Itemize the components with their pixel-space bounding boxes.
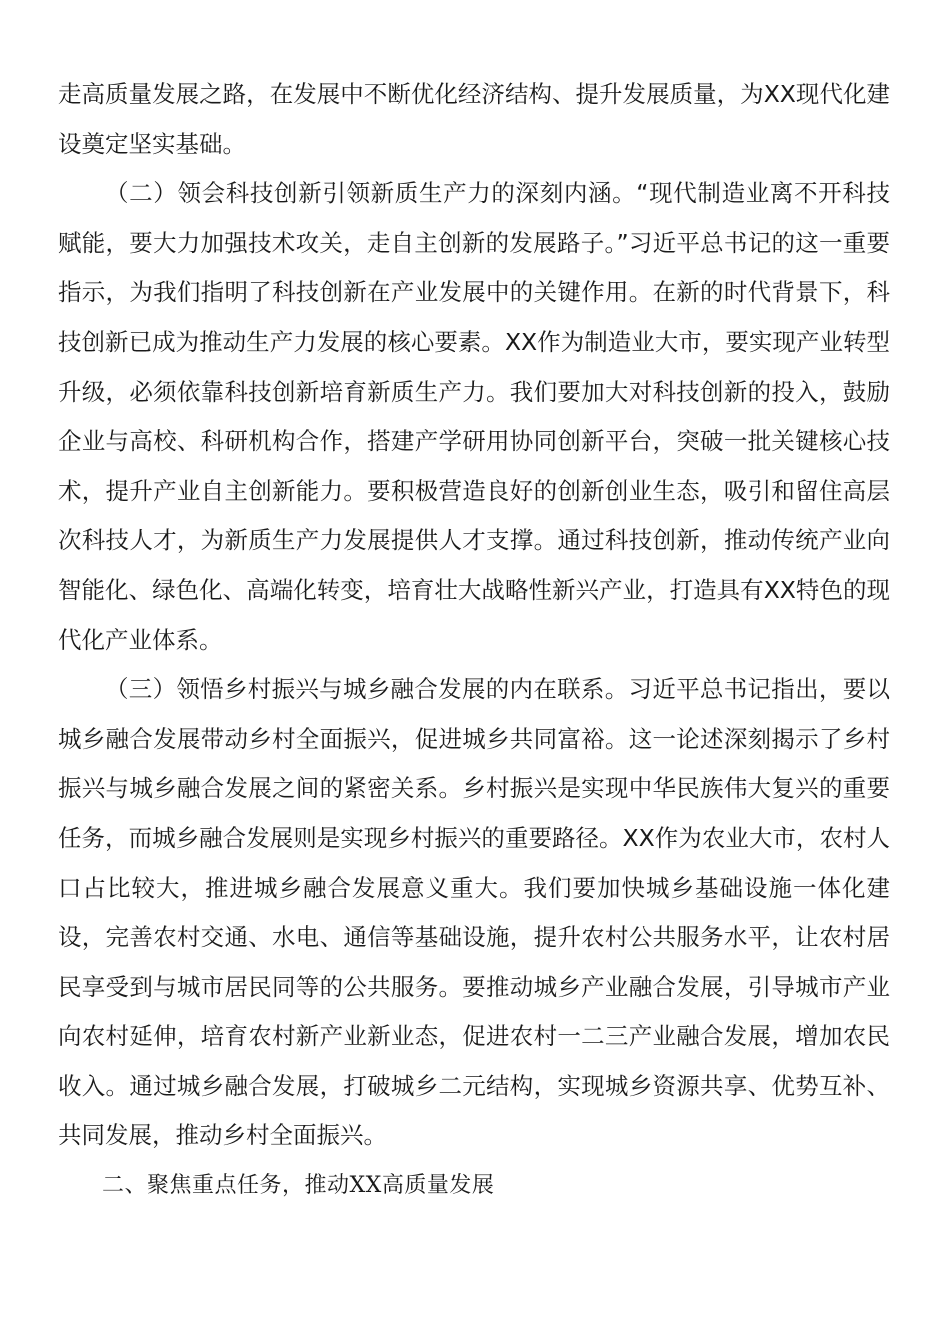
document-body <box>58 70 890 1211</box>
paragraph-continuation: 走高质量发展之路，在发展中不断优化经济结构、提升发展质量，为XX现代化建设奠定坚实基础。 <box>58 80 890 158</box>
section-heading: 二、聚焦重点任务，推动XX高质量发展 <box>102 1173 495 1199</box>
paragraph-tech-innovation: （二）领会科技创新引领新质生产力的深刻内涵。“现代制造业离不开科技赋能，要大力加强技术攻关，走自主创新的发展路子。”习近平总书记的这一重要指示，为我们指明了科技创新在产业发展中的关键作用。在新的时代背景下，科技创新已成为推动生产力发展的核心要素。XX作为制造业大市，要实现产业转型升级，必须依靠科技创新培育新质生产力。我们要加大对科技创新的投入，鼓励企业与高校、科研机构合作，搭建产学研用协同创新平台，突破一批关键核心技术，提升产业自主创新能力。要积极营造良好的创新创业生态，吸引和留住高层次科技人才，为新质生产力发展提供人才支撑。通过科技创新，推动传统产业向智能化、绿色化、高端化转变，培育壮大战略性新兴产业，打造具有XX特色的现代化产业体系。 <box>58 179 890 654</box>
paragraph-rural-revitalization: （三）领悟乡村振兴与城乡融合发展的内在联系。习近平总书记指出，要以城乡融合发展带动乡村全面振兴，促进城乡共同富裕。这一论述深刻揭示了乡村振兴与城乡融合发展之间的紧密关系。乡村振兴是实现中华民族伟大复兴的重要任务，而城乡融合发展则是实现乡村振兴的重要路径。XX作为农业大市，农村人口占比较大，推进城乡融合发展意义重大。我们要加快城乡基础设施一体化建设，完善农村交通、水电、通信等基础设施，提升农村公共服务水平，让农村居民享受到与城市居民同等的公共服务。要推动城乡产业融合发展，引导城市产业向农村延伸，培育农村新产业新业态，促进农村一二三产业融合发展，增加农民收入。通过城乡融合发展，打破城乡二元结构，实现城乡资源共享、优势互补、共同发展，推动乡村全面振兴。 <box>58 675 890 1150</box>
